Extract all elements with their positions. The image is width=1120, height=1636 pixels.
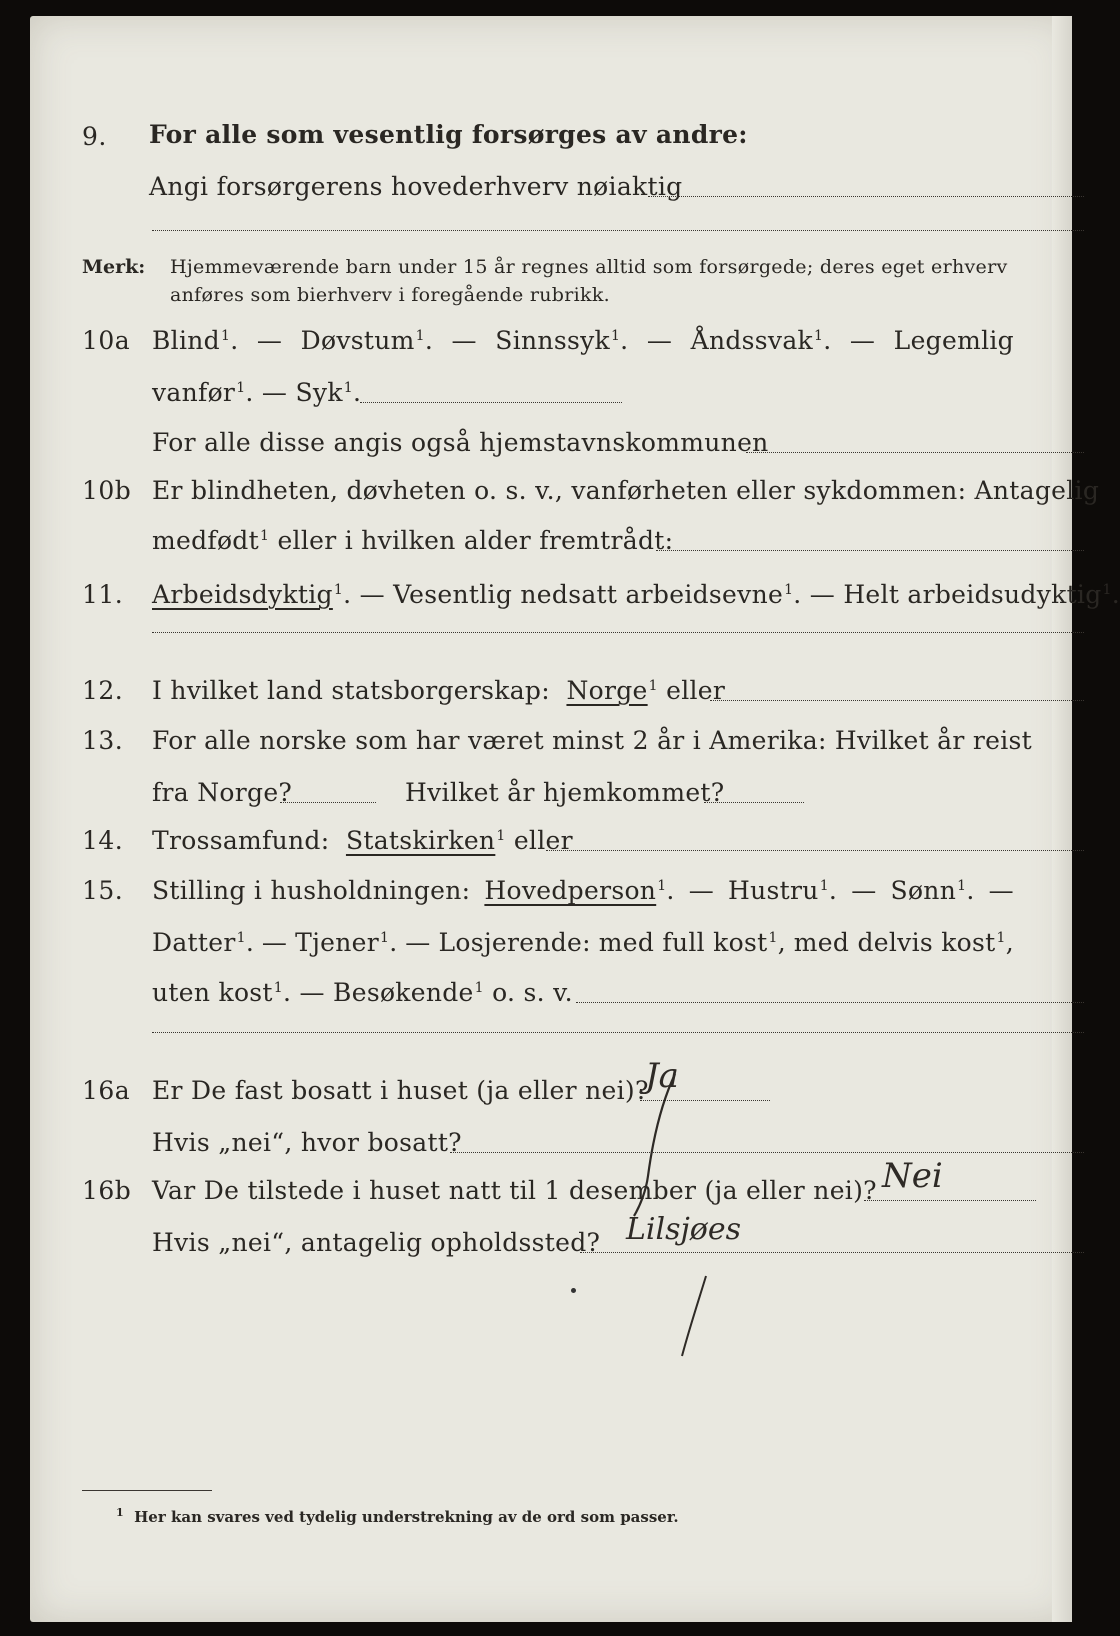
q13-reist-field[interactable] [280,802,376,803]
option-legemlig[interactable]: Legemlig [893,326,1014,355]
q14-answer-field[interactable] [546,850,1084,851]
q16a-line1: Er De fast bosatt i huset (ja eller nei)? [152,1076,649,1105]
q10a-answer-field[interactable] [360,402,622,403]
option-besokende[interactable]: Besøkende [333,978,474,1007]
option-hovedperson[interactable]: Hovedperson [484,876,657,905]
q10a-line3: For alle disse angis også hjemstavnskommunen [152,428,769,457]
q12-line: I hvilket land statsborgerskap: Norge$^1$ eller [152,676,726,705]
q15-number: 15. [82,876,124,905]
q16a-number: 16a [82,1076,131,1105]
option-udyktig[interactable]: Helt arbeidsudyktig [843,580,1102,609]
q9-line2: Angi forsørgerens hovederhverv nøiaktig [149,172,683,201]
q10b-line1: Er blindheten, døvheten o. s. v., vanførheten eller sykdommen: Antagelig [152,476,1100,505]
q14-number: 14. [82,826,124,855]
option-nedsatt[interactable]: Vesentlig nedsatt arbeidsevne [393,580,784,609]
q12-number: 12. [82,676,124,705]
option-blind[interactable]: Blind [152,326,220,355]
option-medfodt[interactable]: medfødt [152,526,259,555]
q16b-number: 16b [82,1176,132,1205]
q10b-answer-field[interactable] [656,550,1084,551]
hjemstavnskommune-field[interactable] [746,452,1084,453]
q15-answer-field[interactable] [576,1002,1084,1003]
merk-line1: Hjemmeværende barn under 15 år regnes alltid som forsørgede; deres eget erhverv [170,256,1008,278]
option-delvis-kost[interactable]: med delvis kost [793,928,996,957]
page-edge [1052,16,1072,1622]
q16b-answer-field[interactable] [864,1200,1036,1201]
q10a-number: 10a [82,326,131,355]
ink-speck [571,1288,576,1293]
option-syk[interactable]: Syk [295,378,343,407]
q13-hjem: Hvilket år hjemkommet? [405,778,725,807]
q13-line1: For alle norske som har været minst 2 år i Amerika: Hvilket år reist [152,726,1033,755]
option-sonn[interactable]: Sønn [890,876,957,905]
q10b-line2: medfødt$^1$ eller i hvilken alder fremtrådt: [152,526,674,555]
q10b-number: 10b [82,476,132,505]
option-dovstum[interactable]: Døvstum [300,326,415,355]
q10a-line2: vanfør$^1$. — Syk$^1$. [152,378,362,407]
option-full-kost[interactable]: med full kost [598,928,768,957]
q12-answer-field[interactable] [710,700,1084,701]
q9-answer-field[interactable] [648,196,1084,197]
q16b-line2: Hvis „nei“, antagelig opholdssted? [152,1228,601,1257]
q16a-bosatt-field[interactable] [450,1152,1084,1153]
q9-answer-line2[interactable] [152,230,1084,231]
q16b-line1: Var De tilstede i huset natt til 1 desember (ja eller nei)? [152,1176,877,1205]
q9-line1: For alle som vesentlig forsørges av andre: [149,120,748,149]
q14-line: Trossamfund: Statskirken$^1$ eller [152,826,573,855]
option-hustru[interactable]: Hustru [728,876,819,905]
footnote-rule [82,1490,212,1491]
q11-line1: Arbeidsdyktig$^1$. — Vesentlig nedsatt arbeidsevne$^1$. — Helt arbeidsudyktig$^1$. [152,580,1120,609]
q11-answer-line[interactable] [152,632,1084,633]
q15-line3: uten kost$^1$. — Besøkende$^1$ o. s. v. [152,978,573,1007]
merk-line2: anføres som bierhverv i foregående rubrikk. [170,284,610,306]
q15-answer-line[interactable] [152,1032,1084,1033]
q15-line2: Datter$^1$. — Tjener$^1$. — Losjerende: med full kost$^1$, med delvis kost$^1$, [152,928,1014,957]
option-sinnssyk[interactable]: Sinnssyk [495,326,610,355]
q16b-handwritten-place: Lilsjøes [626,1212,742,1247]
census-form-page [30,16,1120,1622]
option-tjener[interactable]: Tjener [295,928,379,957]
option-datter[interactable]: Datter [152,928,236,957]
q9-number: 9. [82,122,107,151]
q10a-line1: Blind$^1$. — Døvstum$^1$. — Sinnssyk$^1$. — Åndssvak$^1$. — Legemlig [152,326,1014,355]
q11-number: 11. [82,580,124,609]
footnote: $^1$ Her kan svares ved tydelig understrekning av de ord som passer. [116,1506,679,1526]
q16a-handwritten-answer: Ja [645,1056,679,1096]
option-andssvak[interactable]: Åndssvak [690,326,814,355]
option-arbeidsdyktig[interactable]: Arbeidsdyktig [152,580,333,609]
handwriting-stroke [590,1066,710,1366]
option-statskirken[interactable]: Statskirken [345,826,496,855]
q13-number: 13. [82,726,124,755]
q15-line1: Stilling i husholdningen: Hovedperson$^1$. — Hustru$^1$. — Sønn$^1$. — [152,876,1014,905]
option-vanfor[interactable]: vanfør [152,378,236,407]
option-uten-kost[interactable]: uten kost [152,978,273,1007]
merk-label: Merk: [82,256,146,278]
q16b-handwritten-answer: Nei [882,1156,943,1196]
q13-fra: fra Norge? [152,778,293,807]
q13-hjemkommet-field[interactable] [704,802,804,803]
q16a-line2: Hvis „nei“, hvor bosatt? [152,1128,462,1157]
option-norge[interactable]: Norge [566,676,648,705]
